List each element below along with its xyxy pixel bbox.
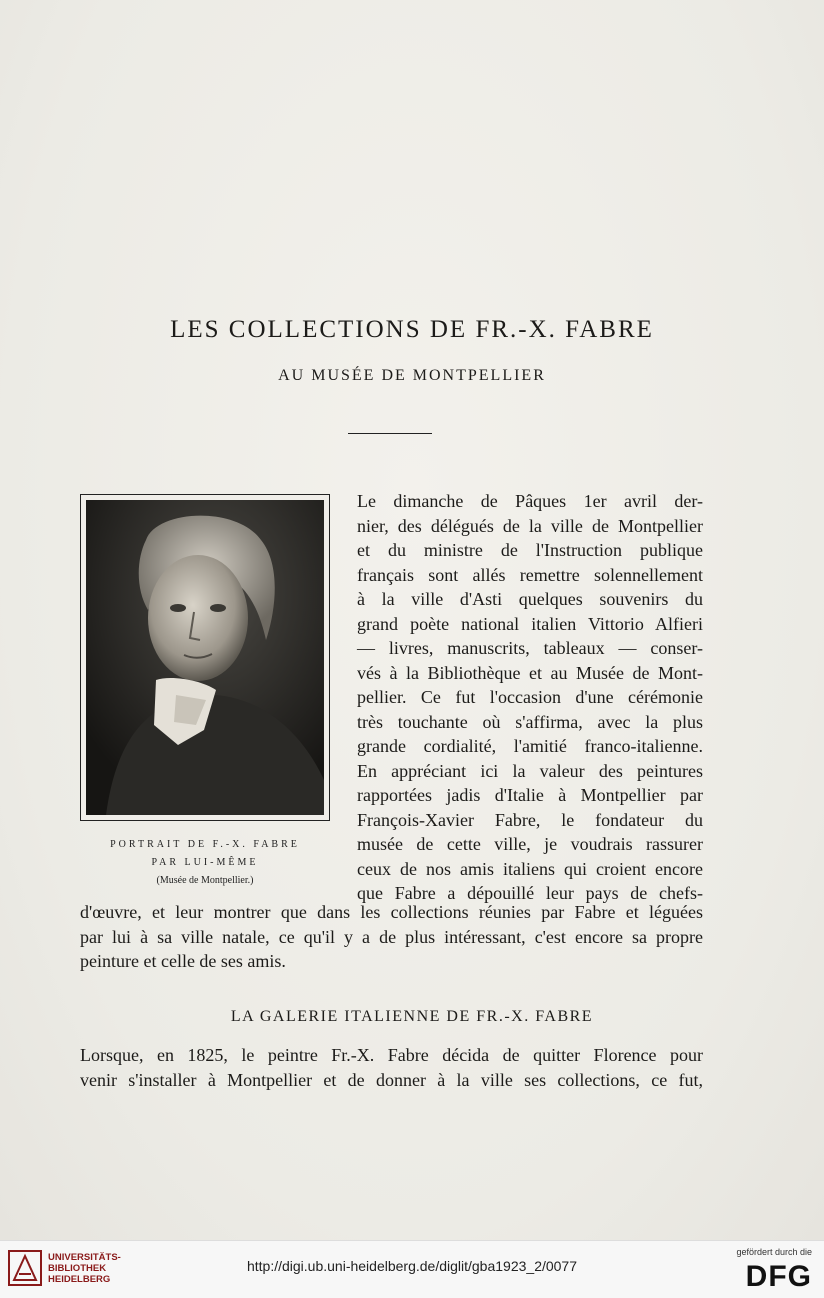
text-line: que Fabre a dépouillé leur pays de chefs- [357,883,703,903]
university-line: UNIVERSITÄTS- [48,1252,121,1263]
text-line: En appréciant ici la valeur des peintures [357,760,703,781]
text-line: grand poète national italien Vittorio Alfieri [357,613,703,634]
text-line: d'œuvre, et leur montrer que dans les collections réunies par Fabre et léguées [80,902,703,922]
text-line: grande cordialité, l'amitié franco-italienne. [357,736,703,756]
text-line: François-Xavier Fabre, le fondateur du [357,809,703,830]
text-line: à la ville d'Asti quelques souvenirs du [357,589,703,609]
university-line: HEIDELBERG [48,1274,111,1285]
figure-caption-title: PORTRAIT DE F.-X. FABRE [110,839,300,850]
paragraph-2 [80,1043,703,1092]
text-line: peinture et celle de ses amis. [80,951,286,971]
text-line: par lui à sa ville natale, ce qu'il y a de plus intéressant, c'est encore sa propre [80,926,703,947]
paragraph-1-continuation [80,900,703,974]
text-line: Le dimanche de Pâques 1er avril der- [357,491,703,511]
text-line: venir s'installer à Montpellier et de donner à la ville ses collections, ce fut, [80,1069,703,1090]
text-line: ceux de nos amis italiens qui croient encore [357,858,703,879]
text-line: pellier. Ce fut l'occasion d'une cérémonie [357,687,703,707]
paragraph-1-column [357,489,703,906]
title-divider [348,433,432,434]
article-title: LES COLLECTIONS DE FR.-X. FABRE [170,316,654,343]
section-heading: LA GALERIE ITALIENNE DE FR.-X. FABRE [230,1008,594,1025]
digitization-footer [0,1240,824,1298]
permalink[interactable]: http://digi.ub.uni-heidelberg.de/diglit/gba1923_2/0077 [246,1258,578,1274]
figure-caption-author: PAR LUI-MÊME [151,857,259,868]
portrait-image [86,500,324,815]
text-line: français sont allés remettre solennellement [357,564,703,585]
dfg-logo: DFG [745,1260,812,1293]
text-line: nier, des délégués de la ville de Montpellier [357,515,703,536]
text-line: vés à la Bibliothèque et au Musée de Mont- [357,662,703,683]
text-line: Lorsque, en 1825, le peintre Fr.-X. Fabre décida de quitter Florence pour [80,1045,703,1065]
article-subtitle: AU MUSÉE DE MONTPELLIER [278,367,546,384]
figure-caption-source: (Musée de Montpellier.) [156,875,254,886]
portrait-engraving [86,500,324,815]
university-line: BIBLIOTHEK [48,1263,107,1274]
text-line: musée de cette ville, je voudrais rassurer [357,834,703,854]
funding-note: gefördert durch die [736,1247,812,1257]
text-line: — livres, manuscrits, tableaux — conser- [357,638,703,658]
portrait-figure [80,494,330,821]
text-line: très touchante où s'affirma, avec la plus [357,711,703,732]
text-line: et du ministre de l'Instruction publique [357,540,703,560]
text-line: rapportées jadis d'Italie à Montpellier par [357,785,703,805]
